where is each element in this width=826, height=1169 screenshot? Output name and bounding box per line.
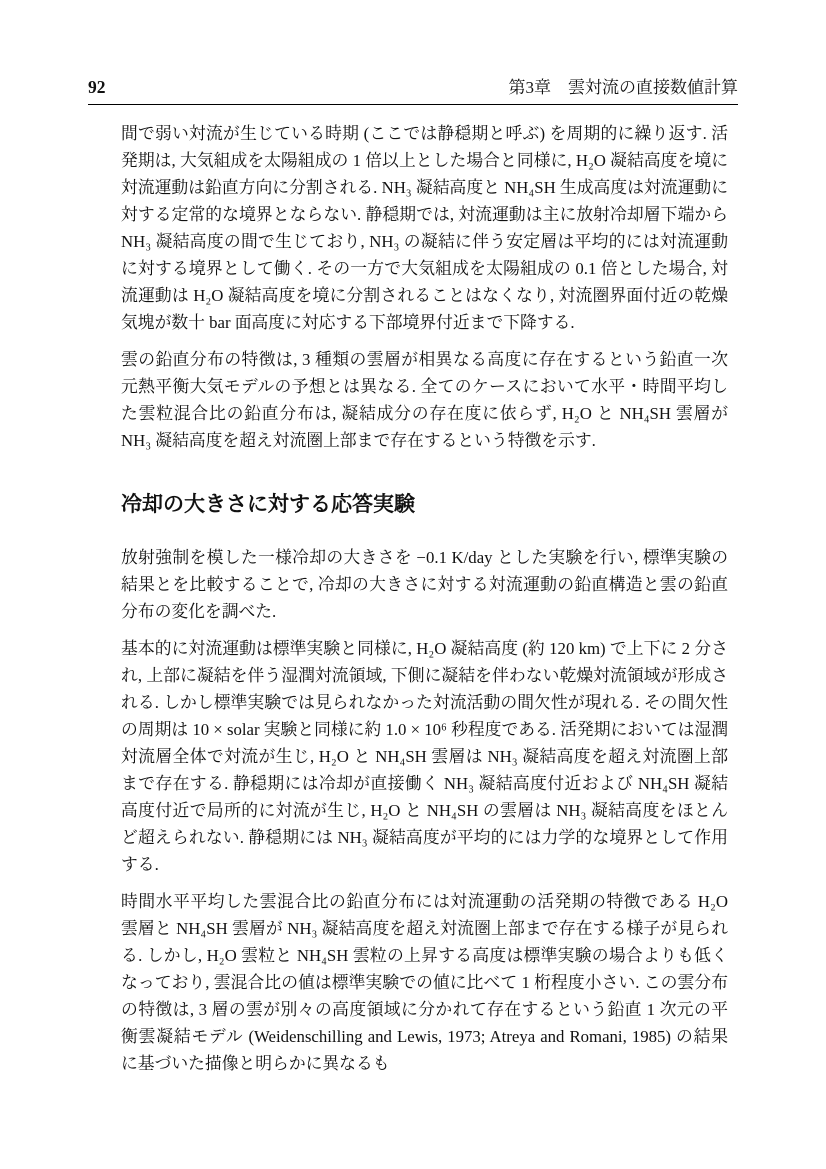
running-header [88,76,738,99]
paragraph: 基本的に対流運動は標準実験と同様に, H₂O 凝結高度 (約 120 km) で上下に 2 分され, 上部に凝結を伴う湿潤対流領域, 下側に凝結を伴わない乾燥対流領域が形成される. しかし標準実験では見られなかった対流活動の間欠性が現れる. その間欠性の周期は 10 × solar 実験と同様に約 1.0 × 10⁶ 秒程度である. 活発期においては湿潤対流層全体で対流が生じ, H₂O と NH₄SH 雲層は NH₃ 凝結高度を超え対流圏上部まで存在する. 静穏期には冷却が直接働く NH₃ 凝結高度付近および NH₄SH 凝結高度付近で局所的に対流が生じ, H₂O と NH₄SH の雲層は NH₃ 凝結高度をほとんど超えられない. 静穏期には NH₃ 凝結高度が平均的には力学的な境界として作用する. [121,639,728,874]
page-content [121,120,728,1087]
section-heading: 冷却の大きさに対する応答実験 [121,493,415,516]
chapter-header: 第3章 雲対流の直接数値計算 [508,78,738,97]
paragraph: 時間水平平均した雲混合比の鉛直分布には対流運動の活発期の特徴である H₂O 雲層と NH₄SH 雲層が NH₃ 凝結高度を超え対流圏上部まで存在する様子が見られる. しかし, H₂O 雲粒と NH₄SH 雲粒の上昇する高度は標準実験の場合よりも低くなっており, 雲混合比の値は標準実験での値に比べて 1 桁程度小さい. この雲分布の特徴は, 3 層の雲が別々の高度領域に分かれて存在するという鉛直 1 次元の平衡雲凝結モデル (Weidenschilling and Lewis, 1973; Atreya and Romani, 1985) の結果に基づいた描像と明らかに異なるも [121,892,728,1073]
page-number: 92 [88,77,106,97]
paragraph: 雲の鉛直分布の特徴は, 3 種類の雲層が相異なる高度に存在するという鉛直一次元熱平衡大気モデルの予想とは異なる. 全てのケースにおいて水平・時間平均した雲粒混合比の鉛直分布は, 凝結成分の存在度に依らず, H₂O と NH₄SH 雲層が NH₃ 凝結高度を超え対流圏上部まで存在するという特徴を示す. [121,350,728,450]
header-rule [88,104,738,105]
paragraph: 間で弱い対流が生じている時期 (ここでは静穏期と呼ぶ) を周期的に繰り返す. 活発期は, 大気組成を太陽組成の 1 倍以上とした場合と同様に, H₂O 凝結高度を境に対流運動は鉛直方向に分割される. NH₃ 凝結高度と NH₄SH 生成高度は対流運動に対する定常的な境界とならない. 静穏期では, 対流運動は主に放射冷却層下端から NH₃ 凝結高度の間で生じており, NH₃ の凝結に伴う安定層は平均的には対流運動に対する境界として働く. その一方で大気組成を太陽組成の 0.1 倍とした場合, 対流運動は H₂O 凝結高度を境に分割されることはなくなり, 対流圏界面付近の乾燥気塊が数十 bar 面高度に対応する下部境界付近まで下降する. [121,124,728,332]
paragraph: 放射強制を模した一様冷却の大きさを −0.1 K/day とした実験を行い, 標準実験の結果とを比較することで, 冷却の大きさに対する対流運動の鉛直構造と雲の鉛直分布の変化を調べた. [121,548,728,621]
